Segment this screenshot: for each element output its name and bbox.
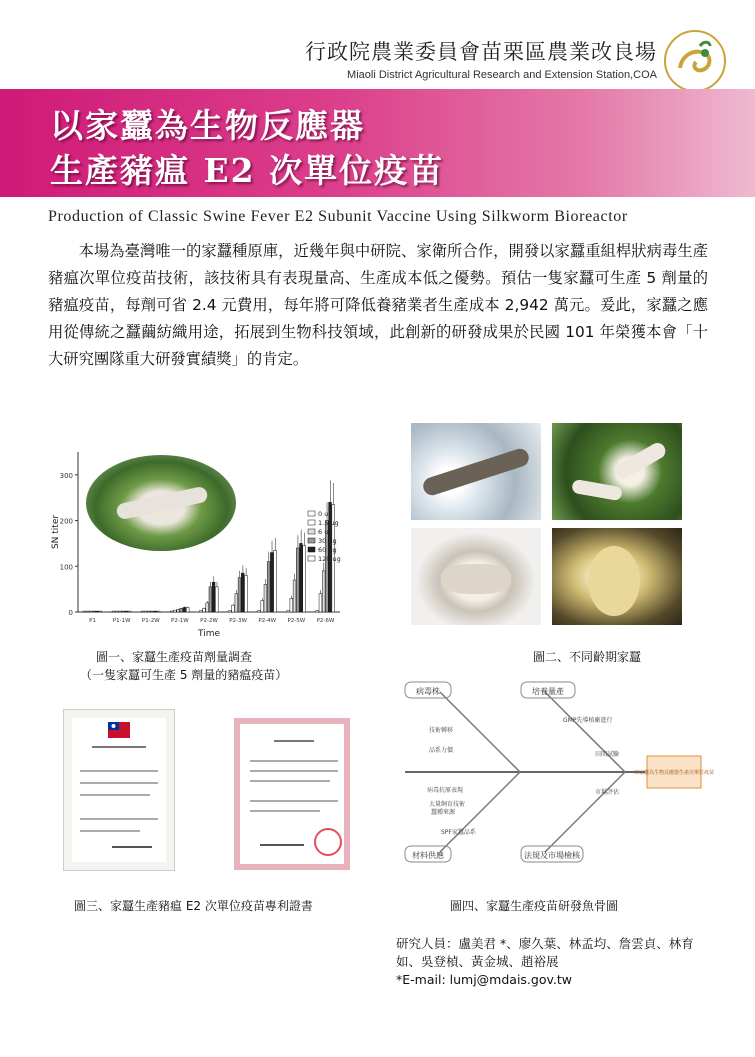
x-axis-label: Time: [197, 629, 221, 639]
bar: [293, 580, 296, 612]
legend-label: 6 ug: [318, 528, 333, 536]
x-tick-label: P2-2W: [200, 618, 218, 624]
x-tick-label: P2-1W: [171, 618, 189, 624]
bar: [261, 601, 264, 612]
legend-label: 120 ug: [318, 555, 341, 563]
legend-label: 60 ug: [318, 546, 337, 554]
organization-name-en: Miaoli District Agricultural Research and Extension Station,COA: [347, 69, 657, 81]
bar: [86, 611, 89, 612]
legend-label: 1.5 ug: [318, 519, 339, 527]
x-tick-label: P2-6W: [316, 618, 335, 624]
fishbone-diagram: [395, 674, 715, 870]
intro-paragraph: 本場為臺灣唯一的家蠶種原庫，近幾年與中研院、家衛所合作，開發以家蠶重組桿狀病毒生產豬瘟次單位疫苗技術，該技術具有表現量高、生產成本低之優勢。預估一隻家蠶可生產 5 劑量的豬瘟疫苗，每劑可省 2.4 元費用，每年將可降低養豬業者生產成本 2,942 萬元。爰此，家蠶之應用從傳統之蠶繭紡織用途，拓展到生物科技領域，此創新的研發成果於民國 101 年榮獲本會「十大研究團隊重大研發實績獎」的肯定。: [48, 242, 708, 368]
bar: [125, 611, 128, 612]
legend-swatch: [308, 556, 315, 561]
legend-swatch: [308, 529, 315, 534]
bar: [264, 585, 267, 612]
cocoon-photo: [552, 528, 682, 625]
legend-swatch: [308, 538, 315, 543]
bar: [232, 605, 235, 612]
bar: [186, 607, 189, 612]
bar: [274, 550, 277, 612]
y-tick-label: 0: [68, 609, 73, 617]
y-axis-label: SN titer: [51, 514, 61, 550]
x-tick-label: P1: [89, 618, 96, 624]
x-tick-label: P2-5W: [287, 618, 306, 624]
bar: [322, 571, 325, 612]
bar: [258, 611, 261, 612]
patent-certificate-china: [234, 718, 350, 870]
title-line-2: 生產豬瘟 E2 次單位疫苗: [50, 151, 445, 190]
x-tick-label: P2-3W: [229, 618, 247, 624]
bar: [141, 611, 144, 612]
bar: [157, 611, 160, 612]
fishbone-top-left: 病毒株: [416, 687, 440, 696]
silkworm-larva-photo: [411, 423, 541, 520]
bar: [303, 546, 306, 612]
bar: [209, 587, 212, 612]
legend-swatch: [308, 511, 315, 516]
bar: [170, 611, 173, 612]
legend-swatch: [308, 520, 315, 525]
bar: [300, 543, 303, 612]
fishbone-label: 蠶種來源: [431, 809, 456, 816]
bar: [245, 575, 248, 612]
fishbone-label: 病毒抗原表現: [427, 787, 464, 794]
researchers-list: 研究人員：盧美君 *、廖久葉、林孟均、詹雲貞、林育如、吳登楨、黃金城、趙裕展: [396, 936, 694, 969]
y-tick-label: 100: [59, 563, 73, 572]
bar: [319, 594, 322, 612]
patent-certificate-taiwan: [64, 710, 174, 870]
silkworm-on-leaf-photo: [552, 423, 682, 520]
y-tick-label: 200: [59, 517, 73, 526]
bar: [183, 607, 186, 612]
station-logo: [664, 30, 726, 92]
bar: [206, 603, 209, 612]
bar: [93, 611, 96, 612]
bar: [99, 611, 102, 612]
fishbone-label: 技術轉移: [429, 727, 454, 734]
bar: [296, 548, 299, 612]
bar: [199, 611, 202, 612]
fishbone-label: 市場評估: [595, 789, 620, 796]
bar: [96, 611, 99, 612]
figure4-caption: 圖四、家蠶生產疫苗研發魚骨圖: [450, 899, 619, 913]
legend-label: 0 ug: [318, 510, 333, 518]
bar: [144, 611, 147, 612]
fishbone-label: SPF家蠶品系: [441, 829, 476, 836]
bar: [215, 587, 218, 612]
bar: [128, 611, 131, 612]
bar: [177, 609, 180, 612]
bar: [238, 578, 241, 612]
fishbone-label: GMP先導植廠進行: [563, 717, 613, 724]
organization-name-zh: 行政院農業委員會苗栗區農業改良場: [305, 40, 657, 64]
fishbone-label: 大量飼育技術: [429, 801, 466, 808]
legend-label: 30 ug: [318, 537, 337, 545]
bar: [151, 611, 154, 612]
bar: [212, 582, 215, 612]
bar: [180, 608, 183, 612]
bar: [83, 611, 86, 612]
title-line-1: 以家蠶為生物反應器: [50, 106, 365, 145]
y-tick-label: 300: [59, 471, 73, 480]
figure1-subcaption: （一隻家蠶可生產 5 劑量的豬瘟疫苗）: [80, 668, 288, 682]
x-tick-label: P1-1W: [112, 618, 131, 624]
figure2-caption: 圖二、不同齡期家蠶: [533, 650, 642, 664]
fishbone-bottom-right: 法規及市場檢核: [524, 851, 580, 860]
bar: [203, 608, 206, 612]
legend-swatch: [308, 547, 315, 552]
silkworm-photo: [86, 455, 236, 551]
english-subtitle: Production of Classic Swine Fever E2 Subunit Vaccine Using Silkworm Bioreactor: [48, 208, 628, 225]
fishbone-bottom-left: 材料供應: [412, 851, 444, 860]
x-tick-label: P2-4W: [258, 618, 277, 624]
bar: [89, 611, 92, 612]
bar: [241, 573, 244, 612]
fishbone-label: 品系力價: [429, 747, 454, 754]
bar: [148, 611, 151, 612]
bar: [270, 553, 273, 612]
researchers-block: [396, 935, 716, 989]
organization-header: [305, 36, 657, 81]
bar: [122, 611, 125, 612]
contact-email[interactable]: *E-mail: lumj@mdais.gov.tw: [396, 972, 573, 987]
fishbone-head: 以家蠶為生物反應器生產次單位疫苗: [633, 770, 715, 776]
fishbone-label: 田間試驗: [595, 751, 620, 758]
figure3-caption: 圖三、家蠶生產豬瘟 E2 次單位疫苗專利證書: [74, 899, 313, 913]
x-tick-label: P1-2W: [141, 618, 160, 624]
bar: [290, 598, 293, 612]
dose-chart: [50, 440, 400, 640]
bar: [267, 562, 270, 612]
bar: [316, 611, 319, 612]
bar: [118, 611, 121, 612]
bar: [154, 611, 157, 612]
bar: [235, 594, 238, 612]
bar: [112, 611, 115, 612]
figure1-caption: 圖一、家蠶生產疫苗劑量調查: [96, 650, 253, 664]
fishbone-top-right: 培養量產: [532, 687, 564, 696]
bar: [115, 611, 118, 612]
bar: [229, 611, 232, 612]
bar: [173, 610, 176, 612]
bar: [287, 611, 290, 612]
silk-moth-photo: [411, 528, 541, 625]
